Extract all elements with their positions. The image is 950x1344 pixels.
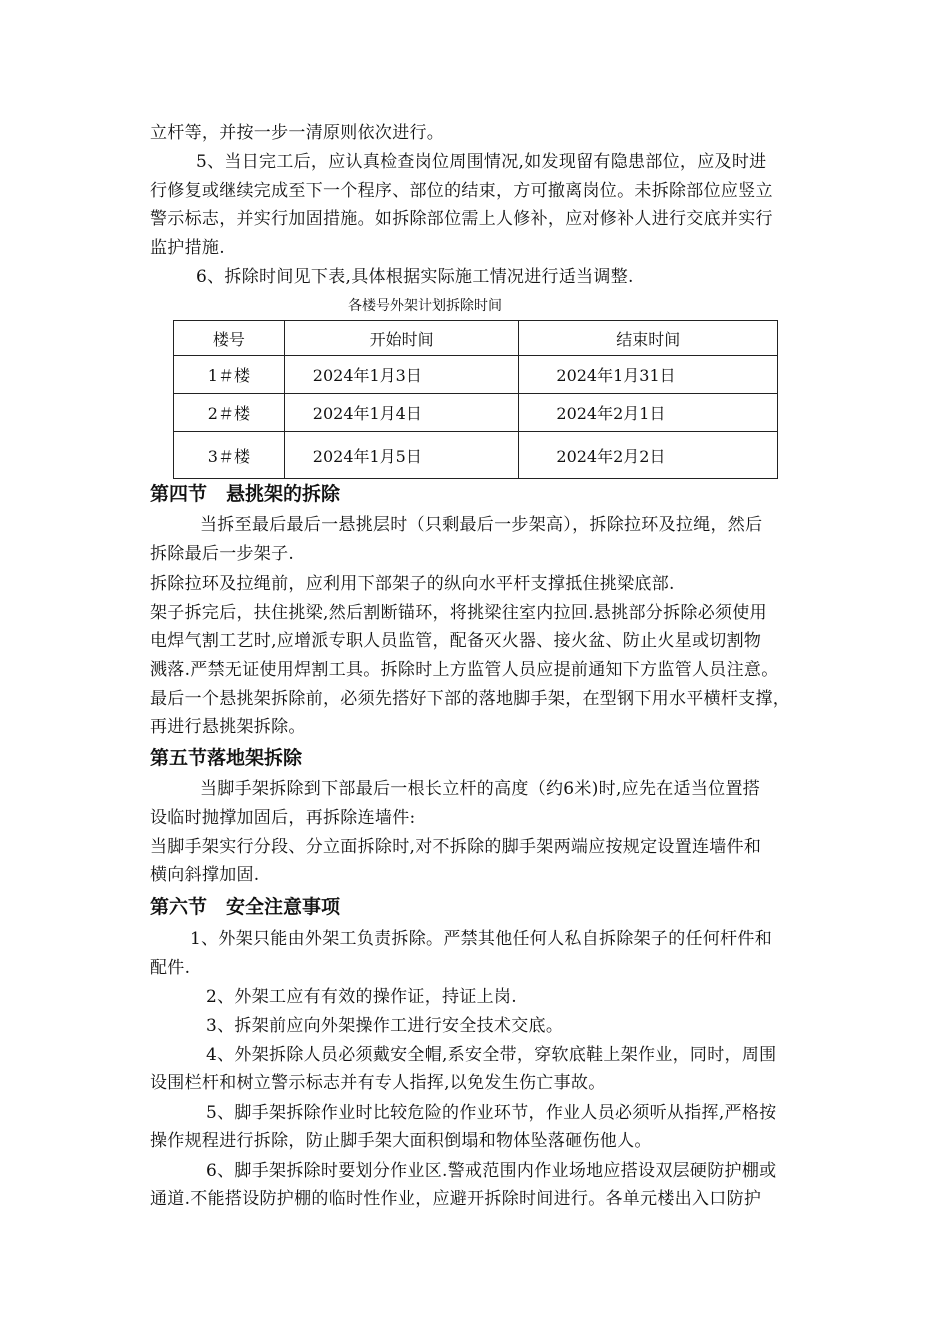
- paragraph-line: 当脚手架拆除到下部最后一根长立杆的高度（约6米)时,应先在适当位置搭: [200, 779, 761, 799]
- paragraph-line: 配件.: [150, 958, 191, 978]
- table-cell: 2024年1月3日: [284, 356, 519, 394]
- paragraph-line: 警示标志，并实行加固措施。如拆除部位需上人修补，应对修补人进行交底并实行: [150, 209, 773, 229]
- paragraph-line: 最后一个悬挑架拆除前，必须先搭好下部的落地脚手架，在型钢下用水平横杆支撑，: [150, 689, 791, 709]
- table-header-row: [174, 321, 778, 356]
- column-header: 结束时间: [519, 321, 778, 356]
- paragraph-line: 溅落.严禁无证使用焊割工具。拆除时上方监管人员应提前通知下方监管人员注意。: [150, 660, 779, 680]
- table-cell: 2024年2月1日: [519, 394, 778, 432]
- paragraph-line: 操作规程进行拆除，防止脚手架大面积倒塌和物体坠落砸伤他人。: [150, 1131, 652, 1151]
- paragraph-line: 拆除最后一步架子.: [150, 544, 295, 564]
- paragraph-line: 5、当日完工后，应认真检查岗位周围情况,如发现留有隐患部位，应及时进: [196, 152, 767, 172]
- paragraph-line: 监护措施.: [150, 238, 225, 258]
- paragraph-line: 拆除拉环及拉绳前，应利用下部架子的纵向水平杆支撑抵住挑梁底部.: [150, 574, 675, 594]
- paragraph-line: 2、外架工应有有效的操作证，持证上岗.: [206, 987, 517, 1007]
- paragraph-line: 当脚手架实行分段、分立面拆除时,对不拆除的脚手架两端应按规定设置连墙件和: [150, 837, 762, 857]
- paragraph-line: 6、拆除时间见下表,具体根据实际施工情况进行适当调整.: [196, 267, 634, 287]
- paragraph-line: 4、外架拆除人员必须戴安全帽,系安全带，穿软底鞋上架作业，同时，周围: [206, 1045, 777, 1065]
- table-row: [174, 432, 778, 479]
- schedule-table: [173, 320, 778, 479]
- table-cell: 2024年1月5日: [284, 432, 519, 479]
- table-cell: 2024年1月31日: [519, 356, 778, 394]
- paragraph-line: 架子拆完后，扶住挑梁,然后割断锚环，将挑梁往室内拉回.悬挑部分拆除必须使用: [150, 603, 767, 623]
- paragraph-line: 横向斜撑加固.: [150, 865, 260, 885]
- paragraph-line: 当拆至最后最后一悬挑层时（只剩最后一步架高），拆除拉环及拉绳，然后: [200, 515, 763, 535]
- table-caption: 各楼号外架计划拆除时间: [348, 298, 502, 314]
- section-heading: 第六节 安全注意事项: [150, 896, 341, 918]
- table-cell: 2024年2月2日: [519, 432, 778, 479]
- table-cell: 2＃楼: [174, 394, 285, 432]
- table-cell: 3＃楼: [174, 432, 285, 479]
- table-row: [174, 394, 778, 432]
- paragraph-line: 5、脚手架拆除作业时比较危险的作业环节，作业人员必须听从指挥,严格按: [206, 1103, 777, 1123]
- paragraph-line: 6、脚手架拆除时要划分作业区.警戒范围内作业场地应搭设双层硬防护棚或: [206, 1161, 777, 1181]
- table-cell: 1＃楼: [174, 356, 285, 394]
- table-row: [174, 356, 778, 394]
- column-header: 开始时间: [284, 321, 519, 356]
- paragraph-line: 立杆等，并按一步一清原则依次进行。: [150, 123, 445, 143]
- table-cell: 2024年1月4日: [284, 394, 519, 432]
- paragraph-line: 电焊气割工艺时,应增派专职人员监管，配备灭火器、接火盆、防止火星或切割物: [150, 631, 762, 651]
- paragraph-line: 通道.不能搭设防护棚的临时性作业，应避开拆除时间进行。各单元楼出入口防护: [150, 1189, 762, 1209]
- paragraph-line: 再进行悬挑架拆除。: [150, 717, 306, 737]
- paragraph-line: 设临时抛撑加固后，再拆除连墙件:: [150, 808, 416, 828]
- paragraph-line: 1、外架只能由外架工负责拆除。严禁其他任何人私自拆除架子的任何杆件和: [190, 929, 773, 949]
- paragraph-line: 行修复或继续完成至下一个程序、部位的结束，方可撤离岗位。未拆除部位应竖立: [150, 181, 773, 201]
- section-heading: 第四节 悬挑架的拆除: [150, 483, 341, 505]
- paragraph-line: 设围栏杆和树立警示标志并有专人指挥,以免发生伤亡事故。: [150, 1073, 606, 1093]
- section-heading: 第五节落地架拆除: [150, 747, 303, 769]
- column-header: 楼号: [174, 321, 285, 356]
- paragraph-line: 3、拆架前应向外架操作工进行安全技术交底。: [206, 1016, 564, 1036]
